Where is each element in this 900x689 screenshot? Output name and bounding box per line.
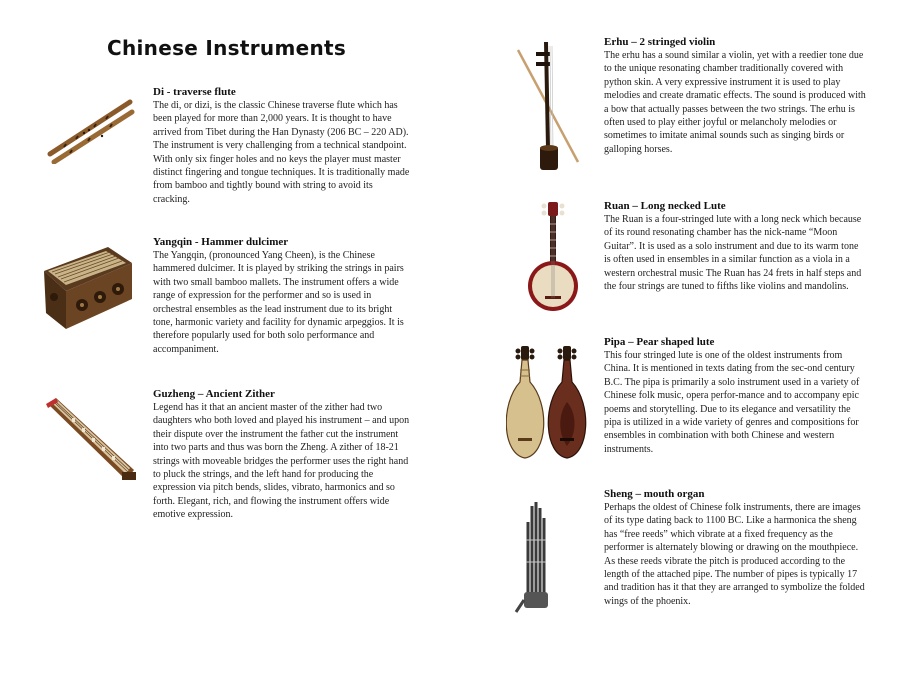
instrument-description: The erhu has a sound similar a violin, yet with a reedier tone due to the unique resonating chamber traditionally covered with python skin. A very expressive instrument it is used to play melodies and create dramatic effects. The sound is produced with a bow that actually passes between the two strings. The erhu is often used to play either joyful or melancholy melodies or sometimes to imitate animal sounds such as singing birds or galloping horses. [604, 50, 866, 155]
instrument-entry-sheng [604, 488, 866, 608]
sheng-icon [512, 500, 562, 620]
instrument-entry-ruan [604, 200, 866, 293]
instrument-heading: Pipa – Pear shaped lute [604, 336, 715, 348]
instrument-description: This four stringed lute is one of the oldest instruments from China. It is mentioned in texts dating from the sec-ond century B.C. The pipa is primarily a solo instrument used in a variety of Chinese folk music, opera perfor-mance and to accompany epic poems and storytelling. Due to its elegance and versatility the pipa is utilized in a wide variety of genres and compositions for ensembles in combination with both Chinese and western instruments. [604, 350, 860, 455]
instrument-description: Perhaps the oldest of Chinese folk instruments, there are images of its type dating back to 1100 BC. Like a harmonica the sheng has “free reeds” which vibrate at a fixed frequency as the performer is alternately blowing or drawing on the mouthpiece. As these reeds vibrate the pitch is produced according to the length of the attached pipe. The number of pipes is typically 17 and tradition has it that they are arranged to symbolize the folded wings of the phoenix. [604, 502, 865, 607]
instrument-heading: Guzheng – Ancient Zither [153, 388, 275, 400]
instrument-entry-pipa [604, 336, 866, 456]
instrument-description: The di, or dizi, is the classic Chinese traverse flute which has been played for more than 2,000 years. It is thought to have arrived from Tibet during the Han Dynasty (206 BC – 220 AD). The instrument is very challenging from a technical standpoint. With only six finger holes and no keys the player must master distinct fingering and tongue techniques. It is traditionally made from bamboo and tightly bound with string to avoid its cracking. [153, 100, 410, 205]
instrument-heading: Sheng – mouth organ [604, 488, 705, 500]
flute-icon [44, 96, 136, 164]
erhu-icon [514, 38, 588, 174]
instrument-entry-di [153, 86, 411, 206]
instrument-heading: Ruan – Long necked Lute [604, 200, 726, 212]
instrument-description: The Ruan is a four-stringed lute with a long neck which because of its round resonating chamber has the nick-name “Moon Guitar”. It is used as a solo instrument and due to its warm tone is often used in ensembles in a similar function as a viola in a western orchestral music The Ruan has 24 frets in half steps and the four strings are tuned to fifths like violins and mandolins. [604, 214, 862, 293]
instrument-heading: Erhu – 2 stringed violin [604, 36, 716, 48]
instrument-entry-yangqin [153, 236, 411, 356]
ruan-icon [526, 196, 580, 316]
instrument-description: Legend has it that an ancient master of the zither had two daughters who both loved and played his instrument – and upon their dispute over the instrument the father cut the instrument into two parts and thus was born the Zheng. A zither of 18-21 strings with moveable bridges the performer uses the right hand to pluck the strings, and the left hand for producing the expression via pitch bends, slides, vibrato, harmonics and so forth. Elegant, rich, and flowing the instrument offers wide emotive expression. [153, 402, 410, 521]
instrument-description: The Yangqin, (pronounced Yang Cheen), is the Chinese hammered dulcimer. It is played by striking the strings in pairs with two small bamboo mallets. The instrument offers a wide range of expression for the performer and so is used in orchestral ensembles as the lead instrument due to its bright tone, harmonic variety and facility for dynamic arpeggios. It is therefore popularly used for both solo performance and accompaniment. [153, 250, 404, 355]
instrument-entry-guzheng [153, 388, 411, 522]
zither-icon [42, 394, 138, 486]
page-title: Chinese Instruments [107, 36, 347, 60]
instrument-heading: Yangqin - Hammer dulcimer [153, 236, 289, 248]
dulcimer-icon [36, 241, 134, 333]
pipa-icon [506, 342, 596, 462]
instrument-heading: Di - traverse flute [153, 86, 236, 98]
instrument-entry-erhu [604, 36, 866, 156]
